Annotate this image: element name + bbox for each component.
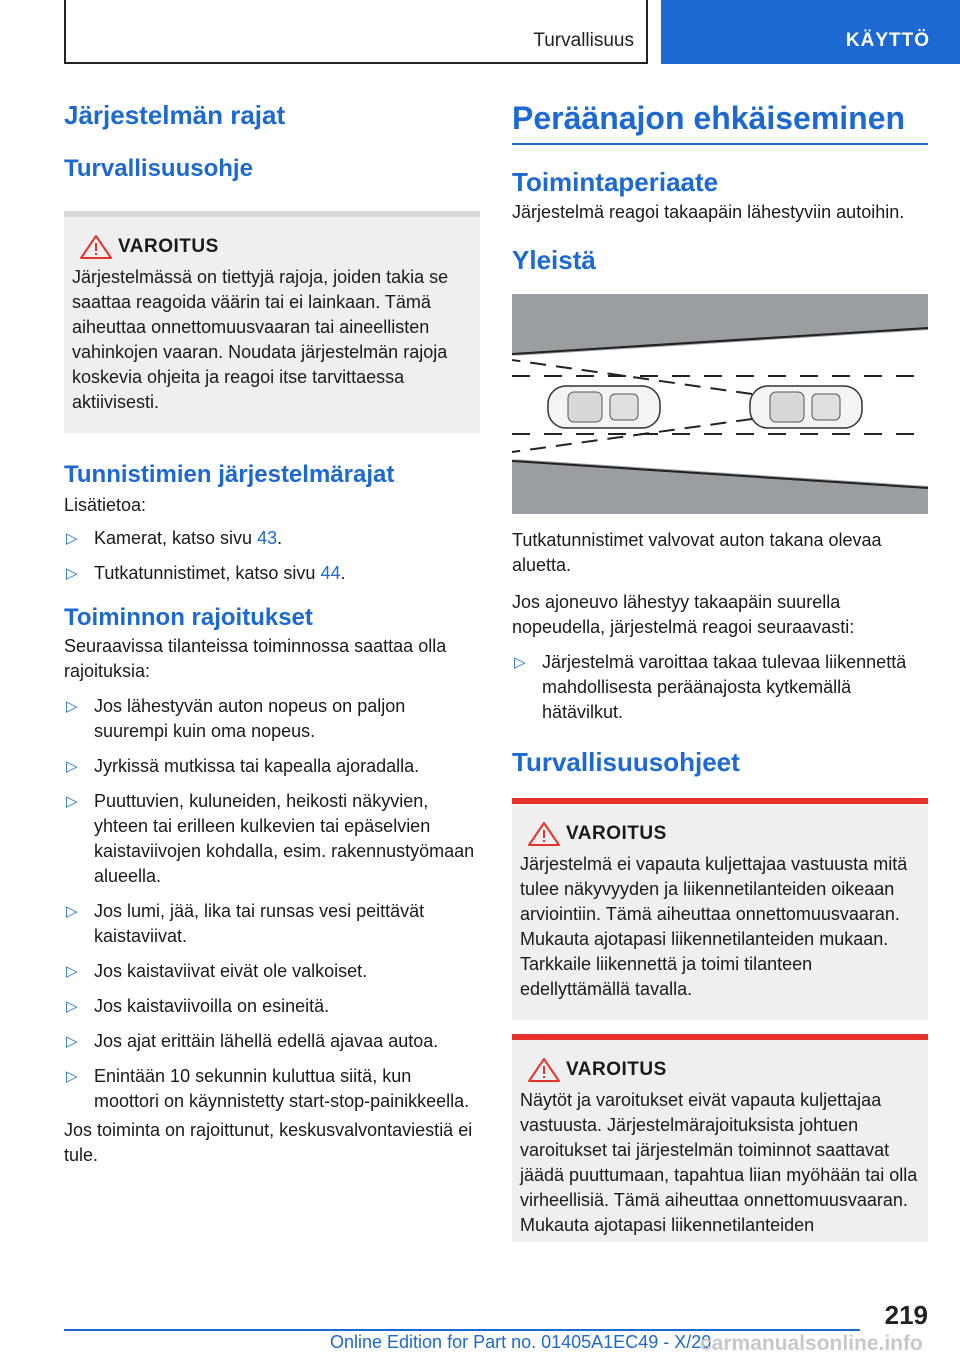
bullet-triangle-icon: ▷ [66, 998, 78, 1015]
footer-edition: Online Edition for Part no. 01405A1EC49 - X/20 [330, 1332, 712, 1352]
rear-radar-illustration [512, 294, 928, 514]
warning-box [64, 211, 480, 433]
subheading-sensor-limits: Tunnistimien järjestelmärajat [64, 461, 395, 488]
list-item: ▷ Puuttuvien, kuluneiden, heikosti näkyvien, yhteen tai erilleen kulkevien tai epäselvien kaistaviivojen kohdalla, esim. rakennustyömaan alueella. [66, 791, 475, 886]
right-column [512, 100, 928, 1242]
bullet-triangle-icon: ▷ [66, 698, 78, 715]
subheading-safety-notes: Turvallisuusohjeet [512, 747, 740, 777]
limits-intro: Seuraavissa tilanteissa toiminnossa saattaa olla rajoituksia: [64, 636, 447, 681]
header-section-tab [64, 0, 648, 64]
bullet-triangle-icon: ▷ [66, 903, 78, 920]
limits-outro: Jos toiminta on rajoittunut, keskusvalvontaviestiä ei tule. [64, 1120, 473, 1165]
list-item: ▷ Järjestelmä varoittaa takaa tulevaa liikennettä mahdollisesta peräänajosta kytkemällä hätävilkut. [514, 652, 907, 722]
general-list [512, 650, 928, 725]
warning-triangle-icon [526, 1057, 562, 1083]
bullet-triangle-icon: ▷ [66, 1033, 78, 1050]
bullet-triangle-icon: ▷ [66, 1068, 78, 1085]
list-item: ▷ Tutkatunnistimet, katso sivu 44. [64, 561, 480, 586]
list-item: ▷ Jos lähestyvän auton nopeus on paljon suurempi kuin oma nopeus. [66, 696, 406, 741]
list-item: ▷ Enintään 10 sekunnin kuluttua siitä, kun moottori on käynnistetty start-stop-painikkeella. [66, 1066, 470, 1111]
subheading-safety-note: Turvallisuusohje [64, 155, 253, 182]
bullet-triangle-icon: ▷ [66, 793, 78, 810]
header-section-label: Turvallisuus [533, 30, 634, 51]
warning-triangle-icon [78, 234, 114, 260]
bullet-triangle-icon: ▷ [66, 758, 78, 775]
section-title-rear-collision: Peräänajon ehkäiseminen [512, 100, 928, 145]
section-title-system-limits: Järjestelmän rajat [64, 100, 286, 130]
bullet-triangle-icon: ▷ [66, 565, 78, 582]
road-illustration [512, 294, 928, 514]
page-link[interactable]: 44 [320, 563, 341, 583]
list-item-text: Kamerat, katso sivu [94, 528, 258, 548]
list-item-text: Tutkatunnistimet, katso sivu [94, 563, 321, 583]
footer-divider [64, 1329, 860, 1331]
bullet-triangle-icon: ▷ [514, 654, 526, 671]
header-chapter-tab [661, 0, 960, 64]
page-number: 219 [884, 1300, 928, 1330]
list-item: ▷ Jos ajat erittäin lähellä edellä ajavaa autoa. [64, 1029, 480, 1054]
bullet-triangle-icon: ▷ [66, 530, 78, 547]
list-item: ▷ Jyrkissä mutkissa tai kapealla ajoradalla. [64, 754, 480, 779]
header-chapter-label: KÄYTTÖ [845, 30, 930, 51]
subheading-function-limits: Toiminnon rajoitukset [64, 604, 313, 631]
list-item: ▷ Jos lumi, jää, lika tai runsas vesi peittävät kaistaviivat. [66, 901, 425, 946]
warning-box [512, 1034, 928, 1242]
sensor-list [64, 526, 480, 586]
left-column [64, 100, 480, 1168]
list-item: ▷ Jos kaistaviivat eivät ole valkoiset. [64, 959, 480, 984]
warning-title: VAROITUS [566, 1059, 667, 1080]
limits-list [64, 694, 480, 1114]
sensor-intro: Lisätietoa: [64, 495, 147, 515]
page-link[interactable]: 43 [257, 528, 278, 548]
warning-title: VAROITUS [566, 823, 667, 844]
car-following-icon [548, 386, 660, 428]
general-text-2: Jos ajoneuvo lähestyy takaapäin suurella nopeudella, järjestelmä reagoi seuraavasti: [512, 592, 855, 637]
warning-triangle-icon [526, 821, 562, 847]
footer-watermark: carmanualsonline.info [700, 1332, 923, 1355]
warning-box [512, 798, 928, 1020]
subheading-principle: Toimintaperiaate [512, 167, 719, 197]
list-item: ▷ Jos kaistaviivoilla on esineitä. [64, 994, 480, 1019]
list-item: ▷ Kamerat, katso sivu 43. [64, 526, 480, 551]
principle-text: Järjestelmä reagoi takaapäin lähestyviin autoihin. [512, 202, 905, 222]
general-text-1: Tutkatunnistimet valvovat auton takana olevaa aluetta. [512, 530, 882, 575]
warning-text: Järjestelmässä on tiettyjä rajoja, joiden takia se saattaa reagoida väärin tai ei lainkaan. Tämä aiheuttaa onnettomuusvaaran tai aineellisten vahinkojen vaaran. Noudata järjestelmän rajoja koskevia ohjeita ja reagoi itse tarvittaessa aktiivisesti. [72, 267, 449, 412]
warning-title: VAROITUS [118, 236, 219, 257]
bullet-triangle-icon: ▷ [66, 963, 78, 980]
warning-text: Näytöt ja varoitukset eivät vapauta kuljettajaa vastuusta. Järjestelmärajoituksista johtuen varoitukset tai järjestelmän toiminnot saattavat jäädä puuttumaan, tapahtua liian myöhään tai olla virheellisiä. Tämä aiheuttaa onnettomuusvaaran. Mukauta ajotapasi liikennetilanteiden [520, 1090, 918, 1235]
car-own-icon [750, 386, 862, 428]
subheading-general: Yleistä [512, 245, 596, 275]
warning-text: Järjestelmä ei vapauta kuljettajaa vastuusta mitä tulee näkyvyyden ja liikennetilanteiden oikeaan arviointiin. Tämä aiheuttaa onnettomuusvaaran. Mukauta ajotapasi liikennetilanteiden mukaan. Tarkkaile liikennettä ja toimi tilanteen edellyttämällä tavalla. [520, 854, 908, 999]
